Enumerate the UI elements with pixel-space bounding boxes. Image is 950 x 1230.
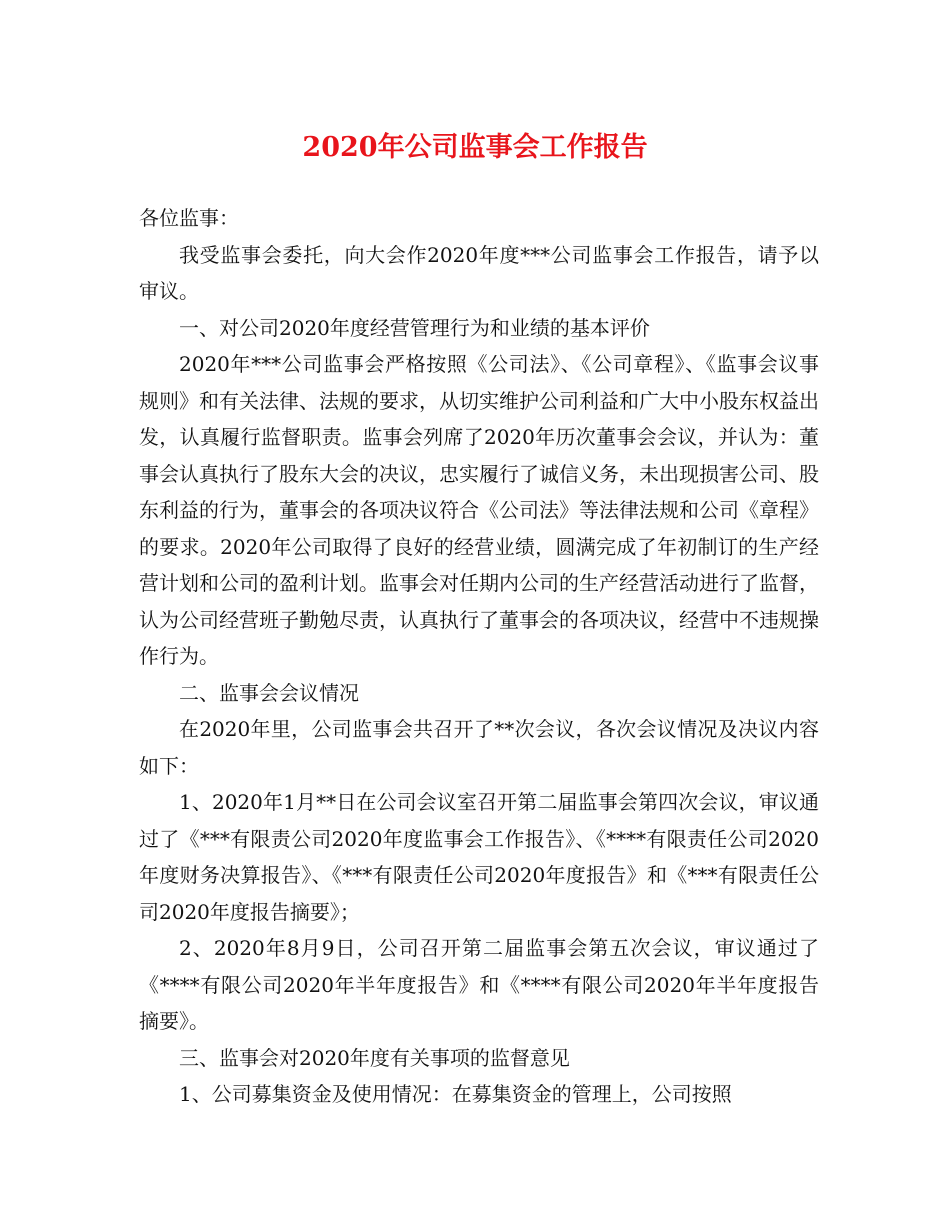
section-heading: 三、监事会对2020年度有关事项的监督意见	[179, 1045, 570, 1070]
salutation: 各位监事：	[139, 206, 239, 230]
body-paragraph: 在2020年里，公司监事会共召开了**次会议，各次会议情况及决议内容如下：	[139, 717, 819, 778]
document-title: 2020年公司监事会工作报告	[302, 132, 648, 163]
document-body	[139, 200, 819, 1113]
section-heading: 二、监事会会议情况	[179, 680, 359, 705]
body-paragraph: 我受监事会委托，向大会作2020年度***公司监事会工作报告，请予以审议。	[139, 242, 819, 303]
list-item: 1、2020年1月**日在公司会议室召开第二届监事会第四次会议，审议通过了《***有限责公司2020年度监事会工作报告》、《****有限责任公司2020年度财务决算报告》、《***有限责任公司2020年度报告》和《***有限责任公司2020年度报告摘要》；	[139, 790, 819, 924]
body-paragraph: 2020年***公司监事会严格按照《公司法》、《公司章程》、《监事会议事规则》和有关法律、法规的要求，从切实维护公司利益和广大中小股东权益出发，认真履行监督职责。监事会列席了2020年历次董事会会议，并认为：董事会认真执行了股东大会的决议，忠实履行了诚信义务，未出现损害公司、股东利益的行为，董事会的各项决议符合《公司法》等法律法规和公司《章程》的要求。2020年公司取得了良好的经营业绩，圆满完成了年初制订的生产经营计划和公司的盈利计划。监事会对任期内公司的生产经营活动进行了监督，认为公司经营班子勤勉尽责，认真执行了董事会的各项决议，经营中不违规操作行为。	[139, 352, 819, 668]
list-item: 1、公司募集资金及使用情况：在募集资金的管理上，公司按照	[179, 1082, 732, 1106]
section-heading: 一、对公司2020年度经营管理行为和业绩的基本评价	[179, 315, 650, 340]
list-item: 2、2020年8月9日，公司召开第二届监事会第五次会议，审议通过了《****有限公司2020年半年度报告》和《****有限公司2020年半年度报告摘要》。	[139, 936, 819, 1033]
